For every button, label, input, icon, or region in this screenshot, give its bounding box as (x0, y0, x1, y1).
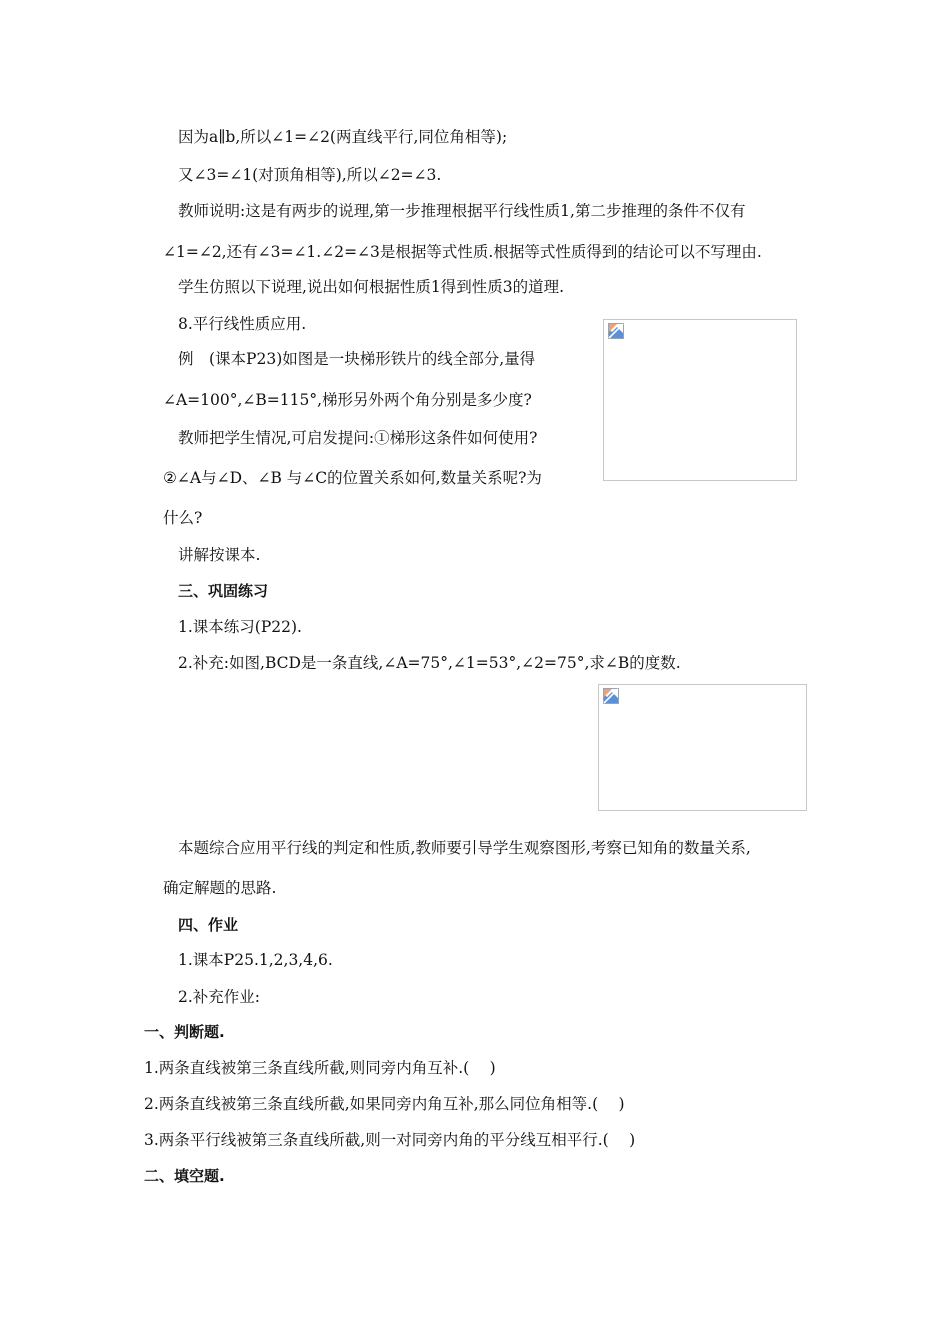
text-line-1: 因为a∥b,所以∠1=∠2(两直线平行,同位角相等); (178, 128, 508, 146)
text-line-9: 教师把学生情况,可启发提问:①梯形这条件如何使用? (178, 429, 538, 447)
figure-bcd-line-placeholder (598, 684, 807, 811)
text-line-19: 1.课本P25.1,2,3,4,6. (178, 951, 333, 969)
text-line-3: 教师说明:这是有两步的说理,第一步推理根据平行线性质1,第二步推理的条件不仅有 (178, 202, 746, 220)
text-line-7: 例 (课本P23)如图是一块梯形铁片的线全部分,量得 (178, 350, 536, 368)
text-line-12: 讲解按课本. (178, 546, 261, 564)
broken-image-icon (603, 688, 619, 704)
text-line-20: 2.补充作业: (178, 988, 261, 1006)
text-line-11: 什么? (163, 509, 203, 527)
text-line-2: 又∠3=∠1(对顶角相等),所以∠2=∠3. (178, 166, 442, 184)
text-line-5: 学生仿照以下说理,说出如何根据性质1得到性质3的道理. (178, 278, 565, 296)
broken-image-icon (608, 323, 624, 339)
section-heading-practice: 三、巩固练习 (178, 582, 269, 600)
text-line-14: 1.课本练习(P22). (178, 618, 302, 636)
text-line-6: 8.平行线性质应用. (178, 315, 307, 333)
text-line-4: ∠1=∠2,还有∠3=∠1.∠2=∠3是根据等式性质.根据等式性质得到的结论可以不写理由. (163, 243, 762, 261)
text-line-15: 2.补充:如图,BCD是一条直线,∠A=75°,∠1=53°,∠2=75°,求∠B的度数. (178, 654, 681, 672)
section-heading-judgment: 一、判断题. (144, 1023, 225, 1041)
text-line-16: 本题综合应用平行线的判定和性质,教师要引导学生观察图形,考察已知角的数量关系, (178, 839, 751, 857)
question-2: 2.两条直线被第三条直线所截,如果同旁内角互补,那么同位角相等.( ) (144, 1095, 625, 1113)
section-heading-fill-blank: 二、填空题. (144, 1167, 225, 1185)
text-line-17: 确定解题的思路. (163, 879, 277, 897)
section-heading-homework: 四、作业 (178, 916, 239, 934)
text-line-10: ②∠A与∠D、∠B 与∠C的位置关系如何,数量关系呢?为 (163, 469, 542, 487)
figure-trapezoid-placeholder (603, 319, 797, 481)
question-3: 3.两条平行线被第三条直线所截,则一对同旁内角的平分线互相平行.( ) (144, 1131, 636, 1149)
question-1: 1.两条直线被第三条直线所截,则同旁内角互补.( ) (144, 1059, 496, 1077)
text-line-8: ∠A=100°,∠B=115°,梯形另外两个角分别是多少度? (163, 391, 532, 409)
